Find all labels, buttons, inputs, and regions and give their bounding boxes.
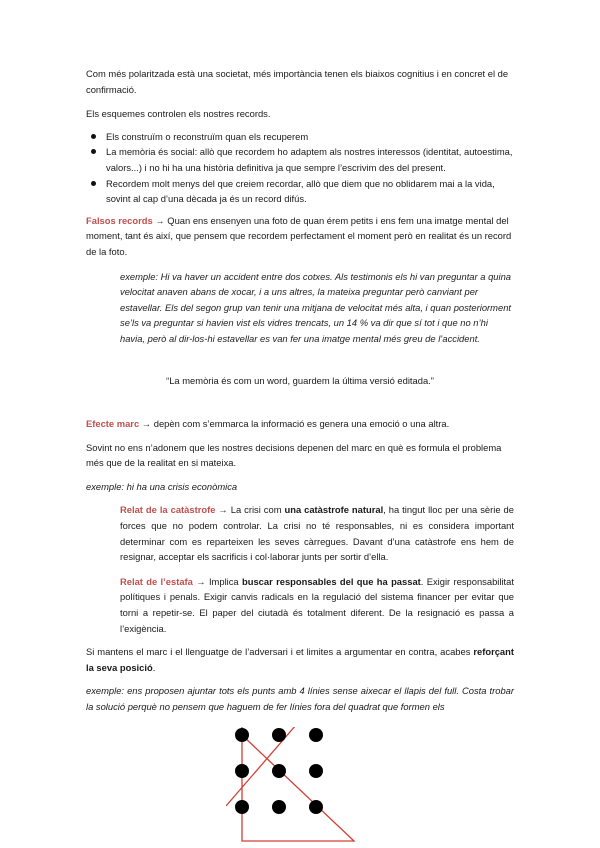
puzzle-dot bbox=[235, 764, 249, 778]
scam-text-pre: Implica bbox=[208, 575, 242, 587]
strengthen-paragraph bbox=[86, 644, 514, 675]
catastrophe-text-post: , ha tingut lloc per una sèrie de forces que no podem controlar. La crisi no té responsables, ni es considera important determinar com es reparteixen les seves càrregues. Davant d’una catàstrofe ens hem de resignar, acceptar els sacrificis i col·laborar junts per sortir d’ella. bbox=[120, 504, 514, 563]
false-memories-text: Quan ens ensenyen una foto de quan érem petits i ens fem una imatge mental del moment, tant és així, que pensem que recordem perfectament el moment però en realitat és un record de la foto. bbox=[86, 214, 512, 257]
arrow-icon: → bbox=[152, 214, 168, 226]
decisions-paragraph: Sovint no ens n’adonem que les nostres decisions depenen del marc en què es formula el problema més que de la realitat en si mateixa. bbox=[86, 441, 502, 469]
frame-effect-text: depèn com s’emmarca la informació es genera una emoció o una altra. bbox=[153, 418, 450, 430]
scam-title: Relat de l’estafa bbox=[120, 575, 193, 587]
frame-effect-paragraph bbox=[86, 416, 514, 432]
puzzle-dot bbox=[309, 764, 323, 778]
puzzle-dot bbox=[272, 764, 286, 778]
puzzle-dot bbox=[272, 800, 286, 814]
nine-dots-puzzle bbox=[226, 727, 356, 848]
catastrophe-title: Relat de la catàstrofe bbox=[120, 504, 216, 516]
list-item: La memòria és social: allò que recordem ho adaptem als nostres interessos (identitat, autoestima, valors...) i no hi ha una història definitiva ja que sempre l’escrivim des del present. bbox=[86, 144, 514, 175]
memory-bullet-list bbox=[86, 129, 514, 207]
list-item: Recordem molt menys del que creiem recordar, allò que diem que no oblidarem mai a la vida, sovint al cap d’una dècada ja és un record difús. bbox=[86, 176, 514, 207]
strengthen-bold: reforçant la seva posició bbox=[86, 646, 514, 673]
arrow-icon: → bbox=[139, 418, 154, 430]
scam-bold: buscar responsables del que ha passat bbox=[242, 575, 421, 587]
nine-dots-example: exemple: ens proposen ajuntar tots els punts amb 4 línies sense aixecar el llapis del full. Costa trobar la solució perquè no pensem que haguem de fer línies fora del quadrat que formen els bbox=[86, 685, 514, 712]
false-memories-paragraph bbox=[86, 213, 514, 260]
arrow-icon: → bbox=[215, 504, 231, 516]
schemes-paragraph: Els esquemes controlen els nostres records. bbox=[86, 108, 271, 120]
solution-line bbox=[226, 727, 354, 841]
scam-paragraph bbox=[120, 574, 514, 636]
memory-quote: “La memòria és com un word, guardem la última versió editada.” bbox=[166, 374, 434, 386]
accident-example: exemple: Hi va haver un accident entre dos cotxes. Als testimonis els hi van preguntar a quina velocitat anaven abans de xocar, i a uns altres, la mateixa preguntar però canviant per estavellar. Els del segon grup van tenir una mitjana de velocitat més alta, i quan posteriorment se’ls va preguntar si havien vist els vidres trencats, un 14 % va dir que sí tot i que no n’hi havia, però al dir-los-hi estavellar es van fer una imatge mental més greu de l’accident. bbox=[120, 270, 512, 344]
polarization-paragraph: Com més polaritzada està una societat, més importància tenen els biaixos cognitius i en concret el de confirmació. bbox=[86, 68, 509, 95]
strengthen-text: Si mantens el marc i el llenguatge de l’adversari i et limites a argumentar en contra, acabes bbox=[86, 646, 474, 658]
puzzle-dot bbox=[272, 728, 286, 742]
strengthen-end: . bbox=[152, 661, 156, 673]
scam-text-post: . Exigir responsabilitat polítiques i penals. Exigir canvis radicals en la regulació del sistema financer per evitar que torni a repetir-se. El paper del ciutadà és totalment diferent. De la resignació es passa a l’exigència. bbox=[120, 575, 514, 634]
catastrophe-text-pre: La crisi com bbox=[230, 504, 285, 516]
catastrophe-bold: una catàstrofe natural bbox=[284, 504, 384, 516]
false-memories-title: Falsos records bbox=[86, 214, 153, 226]
catastrophe-paragraph bbox=[120, 502, 514, 564]
puzzle-dot bbox=[309, 800, 323, 814]
frame-effect-title: Efecte marc bbox=[86, 418, 140, 430]
crisis-example: exemple: hi ha una crisis econòmica bbox=[86, 480, 238, 492]
document-page bbox=[86, 66, 514, 715]
list-item: Els construïm o reconstruïm quan els recuperem bbox=[86, 129, 514, 145]
puzzle-dot bbox=[309, 728, 323, 742]
puzzle-dot bbox=[235, 728, 249, 742]
arrow-icon: → bbox=[192, 575, 209, 587]
puzzle-dot bbox=[235, 800, 249, 814]
